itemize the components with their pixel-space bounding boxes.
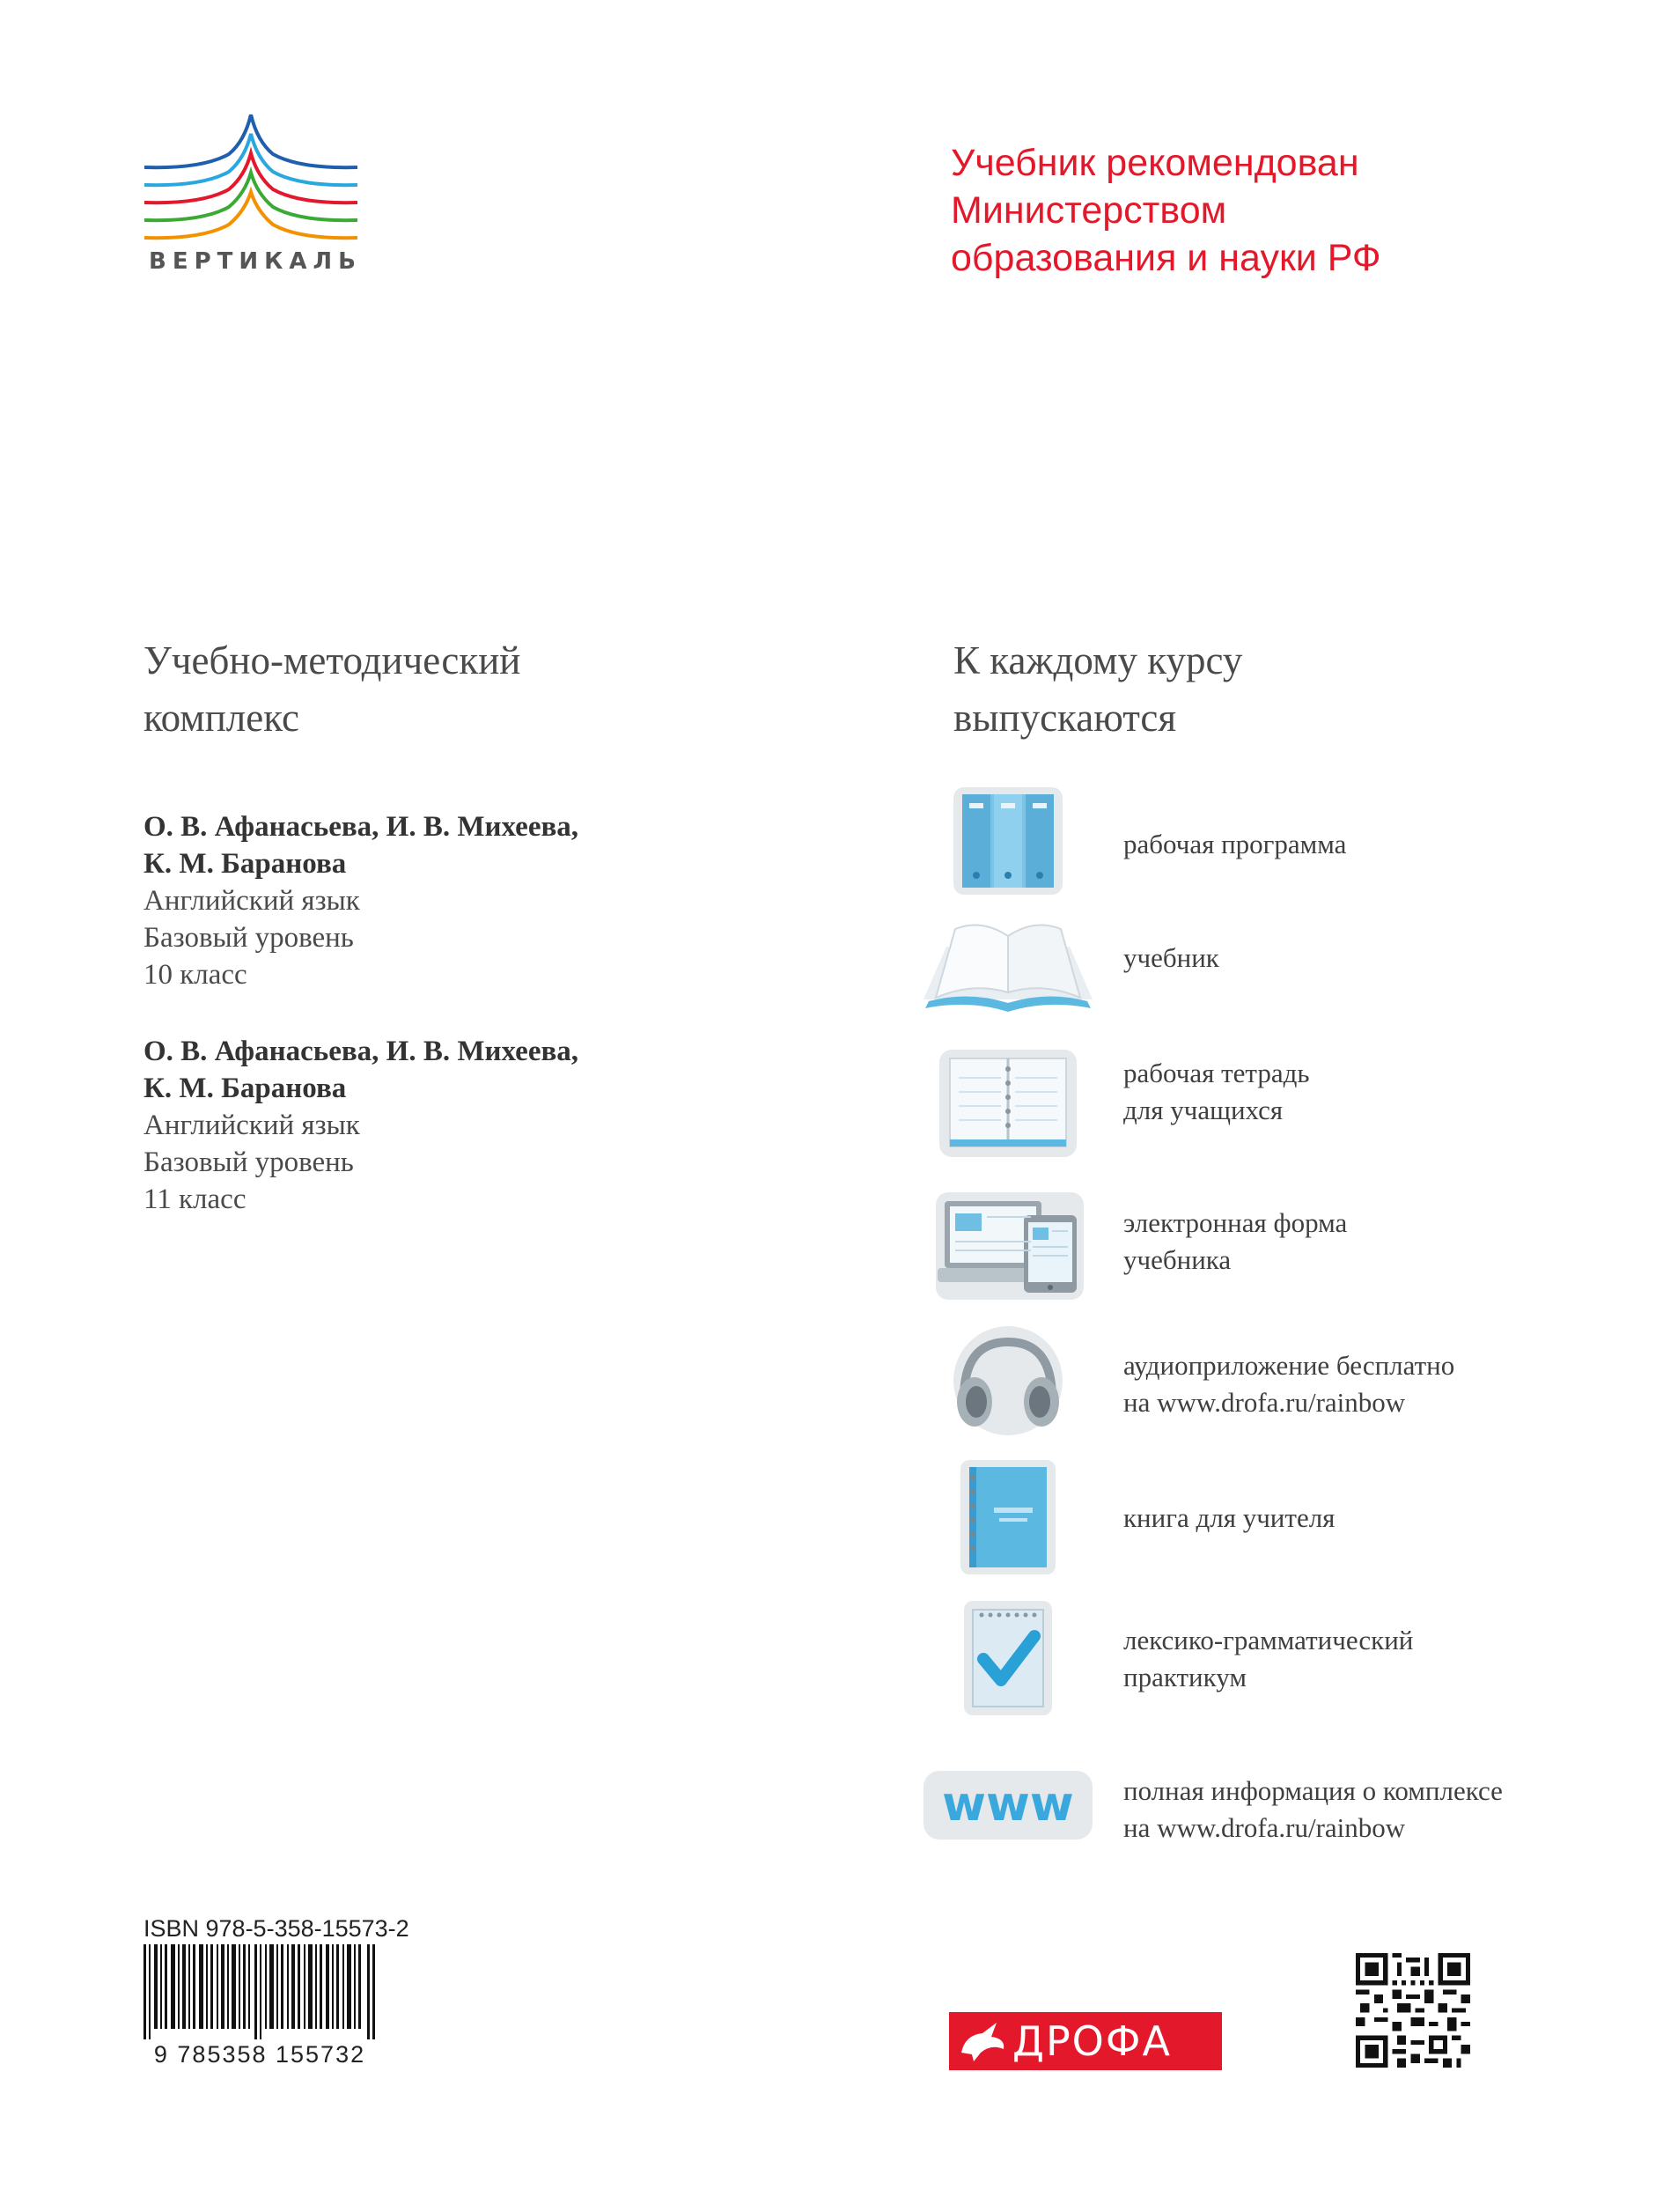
course-item-line: рабочая тетрадь [1123, 1058, 1310, 1088]
headphones-icon [920, 1323, 1096, 1437]
course-item-line: учебник [1123, 942, 1219, 973]
open-book-icon [920, 911, 1096, 1026]
book-authors: О. В. Афанасьева, И. В. Михеева, [143, 811, 579, 843]
book-level: Базовый уровень [143, 1147, 354, 1178]
book-authors: К. М. Баранова [143, 1073, 347, 1104]
course-item-line: практикум [1123, 1662, 1247, 1692]
book-grade: 10 класс [143, 959, 247, 991]
recommendation-line: образования и науки РФ [951, 237, 1381, 279]
course-item-line: на www.drofa.ru/rainbow [1123, 1812, 1406, 1843]
course-item-line: полная информация о комплексе [1123, 1775, 1503, 1806]
course-item-line: электронная форма [1123, 1207, 1348, 1238]
isbn-label: ISBN 978-5-358-15573-2 [143, 1915, 409, 1942]
course-item-line: лексико-грамматический [1123, 1625, 1414, 1655]
workbook-icon [920, 1046, 1096, 1161]
course-item-work-program [1123, 826, 1346, 863]
book-subject: Английский язык [143, 885, 360, 917]
binder-icon [920, 784, 1096, 898]
recommendation-line: Учебник рекомендован [951, 142, 1359, 184]
recommendation-text [951, 139, 1567, 282]
course-item-workbook [1123, 1055, 1310, 1129]
course-item-audio [1123, 1347, 1454, 1421]
course-item-line: для учащихся [1123, 1095, 1284, 1125]
course-item-teacher-book [1123, 1500, 1335, 1537]
book-grade: 11 класс [143, 1183, 247, 1215]
course-item-textbook [1123, 940, 1219, 977]
course-item-info [1123, 1773, 1503, 1847]
bird-icon [956, 2017, 1009, 2065]
course-item-line: книга для учителя [1123, 1502, 1336, 1533]
course-item-line: учебника [1123, 1244, 1232, 1275]
complex-title-line: Учебно-методический [143, 638, 521, 682]
book-authors: К. М. Баранова [143, 848, 347, 880]
course-item-line: рабочая программа [1123, 829, 1347, 859]
courses-title-line: выпускаются [953, 696, 1177, 740]
courses-title-line: К каждому курсу [953, 638, 1243, 682]
checklist-icon [920, 1601, 1096, 1715]
complex-title [143, 632, 520, 747]
course-item-e-textbook [1123, 1205, 1347, 1279]
book-entry-11 [143, 1033, 578, 1218]
publisher-name: ДРОФА [1012, 2017, 1172, 2065]
complex-title-line: комплекс [143, 696, 299, 740]
course-item-line: на www.drofa.ru/rainbow [1123, 1387, 1406, 1418]
barcode-number: 9 785358 155732 [153, 2041, 366, 2068]
course-item-practicum [1123, 1622, 1413, 1696]
book-authors: О. В. Афанасьева, И. В. Михеева, [143, 1036, 579, 1067]
courses-title [953, 632, 1242, 747]
book-level: Базовый уровень [143, 922, 354, 954]
teacher-book-icon [920, 1460, 1096, 1574]
book-subject: Английский язык [143, 1110, 360, 1141]
svg-text:www: www [942, 1776, 1074, 1832]
devices-icon [920, 1189, 1096, 1303]
course-item-line: аудиоприложение бесплатно [1123, 1350, 1455, 1381]
recommendation-line: Министерством [951, 189, 1227, 232]
book-entry-10 [143, 808, 578, 993]
qr-code-icon [1356, 1953, 1470, 2068]
logo-name: ВЕРТИКАЛЬ [149, 248, 362, 275]
www-icon [920, 1746, 1096, 1861]
barcode-icon [143, 1944, 377, 2039]
